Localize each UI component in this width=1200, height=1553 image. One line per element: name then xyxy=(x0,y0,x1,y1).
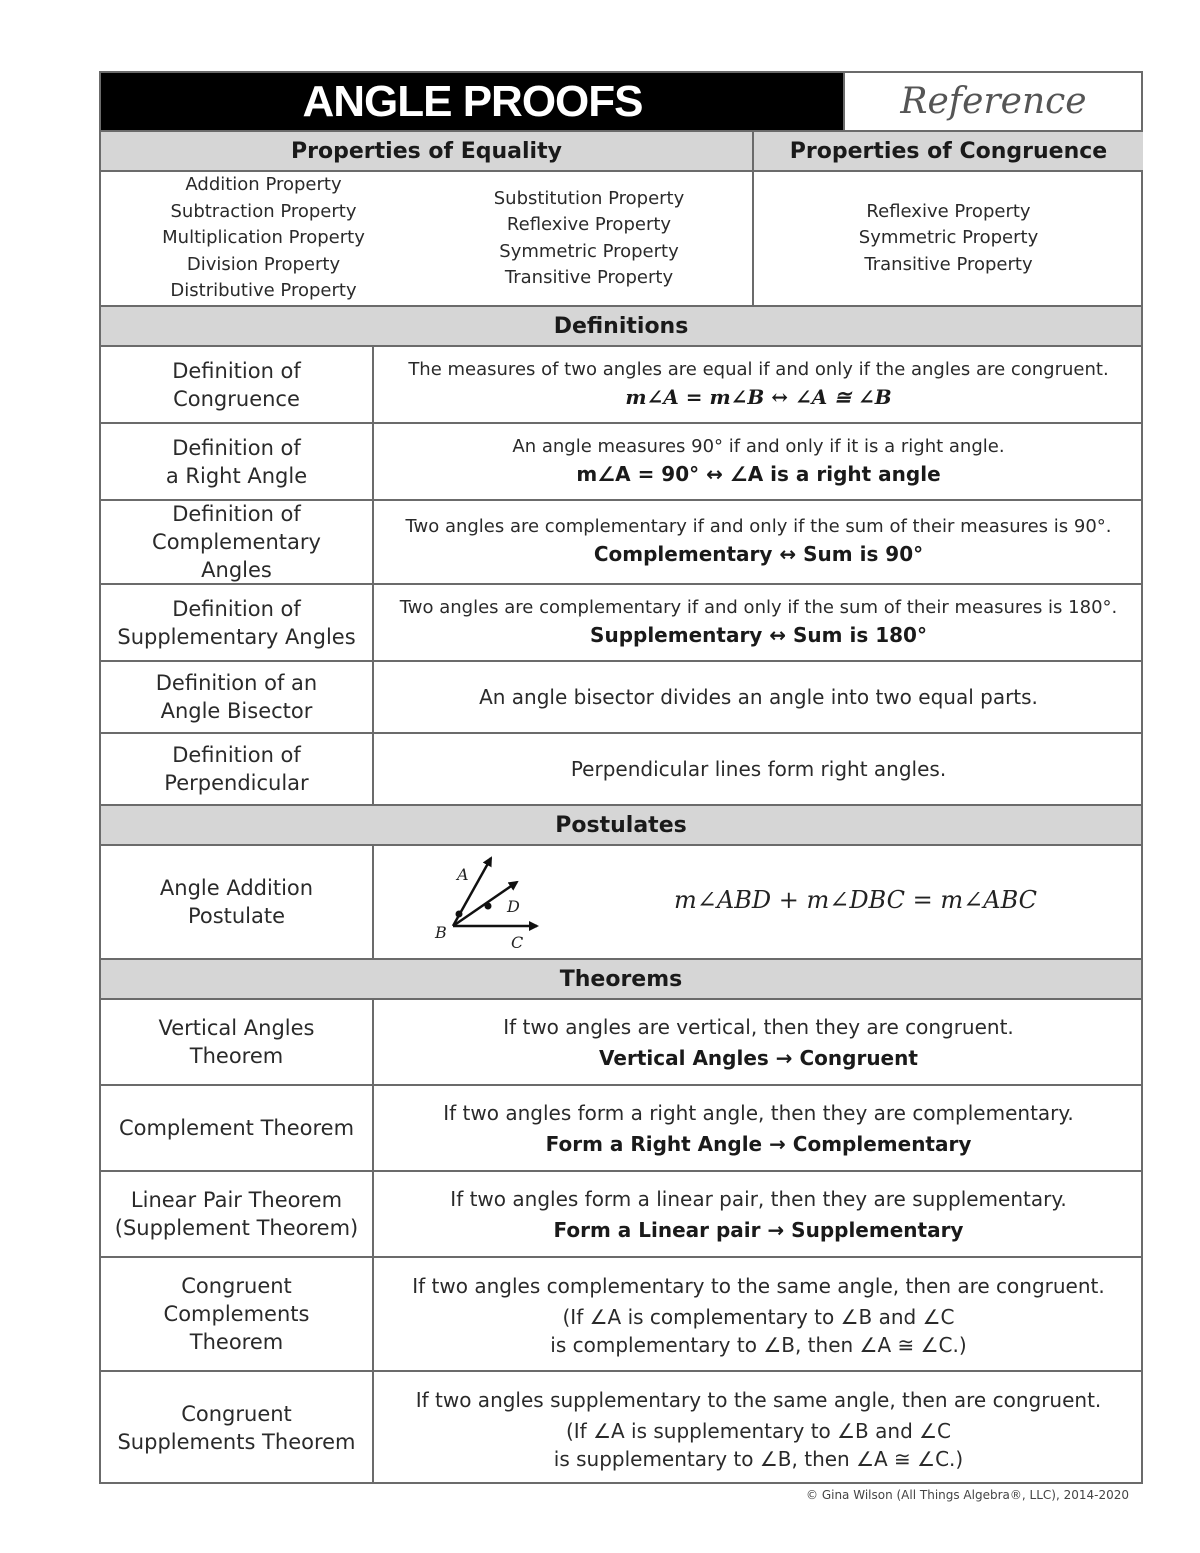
theorems-heading: Theorems xyxy=(101,960,1141,998)
definition-body: Two angles are complementary if and only if the sum of their measures is 180°. Supplementary ↔ Sum is 180° xyxy=(374,585,1143,660)
point-d-dot xyxy=(485,903,492,910)
equality-list-1 xyxy=(101,172,426,305)
definition-body: Perpendicular lines form right angles. xyxy=(570,757,947,781)
congruence-list xyxy=(754,172,1143,305)
angle-diagram xyxy=(399,846,559,958)
example: (If ∠A is supplementary to ∠B and ∠C xyxy=(565,1419,952,1443)
list-item: Subtraction Property xyxy=(170,200,357,222)
formula: Supplementary ↔ Sum is 180° xyxy=(590,622,927,647)
definition-term: Definition of Perpendicular xyxy=(164,743,309,795)
postulate-term: Angle Addition Postulate xyxy=(159,876,314,928)
definition-body: An angle bisector divides an angle into two equal parts. xyxy=(479,685,1038,709)
definition-body: The measures of two angles are equal if and only if the angles are congruent. m∠A = m∠B ↔ ∠A ≅ ∠B xyxy=(374,347,1143,422)
postulate-body xyxy=(374,846,1143,958)
reference-label: Reference xyxy=(900,81,1087,122)
point-b-label: B xyxy=(435,923,447,942)
definition-body: An angle measures 90° if and only if it is a right angle. m∠A = 90° ↔ ∠A is a right angle xyxy=(374,424,1143,499)
definition-term: Definition of Supplementary Angles xyxy=(117,596,356,649)
example: (If ∠A is complementary to ∠B and ∠C xyxy=(562,1305,955,1329)
point-d-label: D xyxy=(507,897,520,916)
theorem-term: Complement Theorem xyxy=(118,1116,355,1140)
definition-body: Two angles are complementary if and only if the sum of their measures is 90°. Complementary ↔ Sum is 90° xyxy=(374,501,1143,583)
theorem-term: Vertical Angles Theorem xyxy=(158,1016,315,1068)
point-c-label: C xyxy=(511,933,524,952)
point-a-dot xyxy=(456,911,463,918)
example: is complementary to ∠B, then ∠A ≅ ∠C.) xyxy=(550,1333,967,1357)
list-item: Reflexive Property xyxy=(506,214,672,235)
equality-list-2 xyxy=(426,172,752,305)
definitions-heading: Definitions xyxy=(101,307,1141,345)
theorem-body: If two angles complementary to the same angle, then are congruent. (If ∠A is complementary to ∠B and ∠C is complementary to ∠B, then ∠A ≅ ∠C.) xyxy=(412,1274,1105,1357)
equality-heading: Properties of Equality xyxy=(101,132,752,170)
postulates-heading: Postulates xyxy=(101,806,1141,844)
list-item: Distributive Property xyxy=(170,280,357,302)
reference-sheet xyxy=(99,71,1143,1484)
formula: m∠A = 90° ↔ ∠A is a right angle xyxy=(576,461,941,486)
list-item: Reflexive Property xyxy=(866,200,1031,222)
theorem-body: If two angles form a right angle, then they are complementary. Form a Right Angle → Complementary xyxy=(374,1086,1143,1170)
congruence-heading: Properties of Congruence xyxy=(754,132,1143,170)
list-item: Substitution Property xyxy=(493,187,685,209)
theorem-term: Congruent Supplements Theorem xyxy=(117,1402,356,1454)
list-item: Division Property xyxy=(186,253,341,275)
theorem-term: Linear Pair Theorem (Supplement Theorem) xyxy=(114,1188,359,1240)
example: is supplementary to ∠B, then ∠A ≅ ∠C.) xyxy=(553,1447,964,1471)
list-item: Transitive Property xyxy=(504,267,674,288)
theorem-term: Congruent Complements Theorem xyxy=(163,1274,310,1354)
copyright: © Gina Wilson (All Things Algebra®, LLC), 2014-2020 xyxy=(806,1488,1129,1502)
list-item: Transitive Property xyxy=(864,253,1033,275)
page-title: ANGLE PROOFS xyxy=(101,73,844,130)
definition-term: Definition of a Right Angle xyxy=(165,435,308,488)
definition-term: Definition of an Angle Bisector xyxy=(155,671,318,723)
formula: Vertical Angles → Congruent xyxy=(599,1046,918,1070)
formula: m∠A = m∠B ↔ ∠A ≅ ∠B xyxy=(625,384,892,409)
theorem-body: If two angles are vertical, then they are congruent. Vertical Angles → Congruent xyxy=(374,1000,1143,1084)
theorem-body: If two angles form a linear pair, then they are supplementary. Form a Linear pair → Supplementary xyxy=(374,1172,1143,1256)
list-item: Symmetric Property xyxy=(858,227,1039,249)
formula: Form a Right Angle → Complementary xyxy=(545,1132,972,1156)
definition-term: Definition of Congruence xyxy=(172,358,301,411)
list-item: Symmetric Property xyxy=(499,240,679,262)
angle-addition-equation: m∠ABD + m∠DBC = m∠ABC xyxy=(674,886,1038,914)
formula: Complementary ↔ Sum is 90° xyxy=(593,542,924,566)
definition-term: Definition of Complementary Angles xyxy=(152,502,321,582)
formula: Form a Linear pair → Supplementary xyxy=(553,1218,964,1242)
theorem-body: If two angles supplementary to the same angle, then are congruent. (If ∠A is supplementary to ∠B and ∠C is supplementary to ∠B, then ∠A ≅ ∠C.) xyxy=(415,1388,1102,1471)
point-a-label: A xyxy=(457,865,469,884)
list-item: Addition Property xyxy=(185,174,342,196)
list-item: Multiplication Property xyxy=(162,227,365,249)
